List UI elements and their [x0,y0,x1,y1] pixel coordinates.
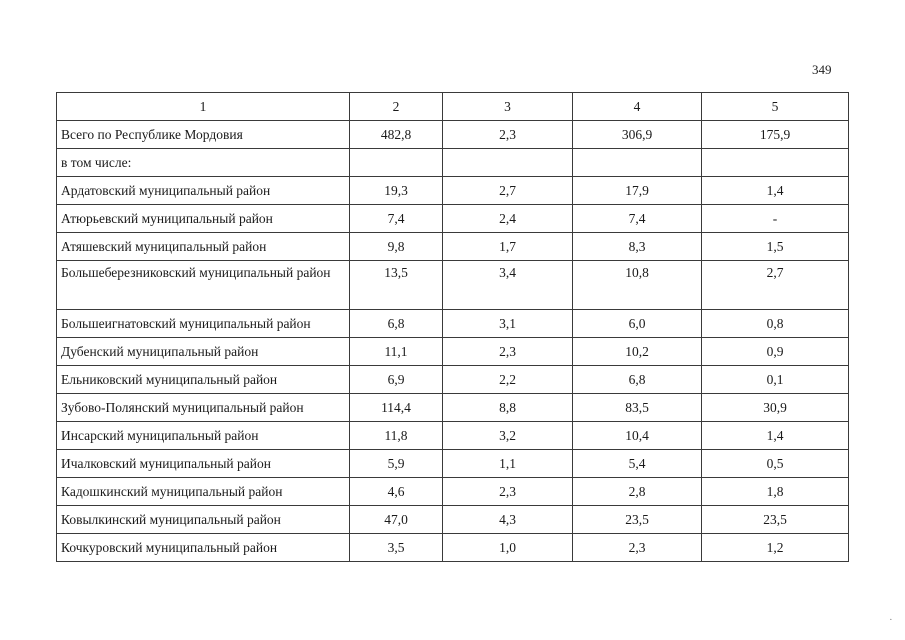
row-name-cell: Инсарский муниципальный район [57,422,350,450]
value-cell: - [702,205,849,233]
value-cell: 6,0 [573,310,702,338]
value-cell: 10,2 [573,338,702,366]
value-cell: 1,1 [443,450,573,478]
value-cell: 1,7 [443,233,573,261]
data-table [56,92,849,562]
value-cell: 2,7 [702,261,849,310]
value-cell: 2,3 [573,534,702,562]
edge-mark: · [889,614,893,626]
value-cell: 3,5 [350,534,443,562]
table-row [57,310,849,338]
row-name-cell: Зубово-Полянский муниципальный район [57,394,350,422]
value-cell: 7,4 [573,205,702,233]
value-cell: 17,9 [573,177,702,205]
row-name-cell: Атюрьевский муниципальный район [57,205,350,233]
value-cell: 10,4 [573,422,702,450]
value-cell [350,149,443,177]
row-name-cell: Ичалковский муниципальный район [57,450,350,478]
table-row [57,506,849,534]
value-cell: 23,5 [573,506,702,534]
value-cell: 0,8 [702,310,849,338]
table-row [57,233,849,261]
value-cell: 2,7 [443,177,573,205]
value-cell: 2,3 [443,478,573,506]
header-cell: 2 [350,93,443,121]
table-header-row [57,93,849,121]
value-cell: 1,4 [702,422,849,450]
table-row [57,177,849,205]
value-cell: 47,0 [350,506,443,534]
row-name-cell: Кадошкинский муниципальный район [57,478,350,506]
table-row [57,121,849,149]
table-row [57,534,849,562]
value-cell: 6,9 [350,366,443,394]
value-cell: 1,5 [702,233,849,261]
row-name-cell: Дубенский муниципальный район [57,338,350,366]
table-row [57,394,849,422]
table-row [57,422,849,450]
row-name-cell: в том числе: [57,149,350,177]
value-cell: 5,9 [350,450,443,478]
row-name-cell: Ковылкинский муниципальный район [57,506,350,534]
value-cell: 5,4 [573,450,702,478]
value-cell: 2,2 [443,366,573,394]
value-cell [702,149,849,177]
row-name-cell: Кочкуровский муниципальный район [57,534,350,562]
table-row [57,478,849,506]
value-cell: 1,2 [702,534,849,562]
value-cell: 114,4 [350,394,443,422]
value-cell: 7,4 [350,205,443,233]
header-cell: 1 [57,93,350,121]
value-cell: 4,3 [443,506,573,534]
page-number: 349 [812,62,832,77]
value-cell: 10,8 [573,261,702,310]
value-cell: 8,8 [443,394,573,422]
value-cell: 30,9 [702,394,849,422]
value-cell: 175,9 [702,121,849,149]
header-cell: 4 [573,93,702,121]
value-cell: 482,8 [350,121,443,149]
value-cell: 2,8 [573,478,702,506]
value-cell: 11,8 [350,422,443,450]
row-name-cell: Большеберезниковский муниципальный район [57,261,350,310]
value-cell: 3,4 [443,261,573,310]
value-cell: 2,4 [443,205,573,233]
value-cell: 6,8 [350,310,443,338]
value-cell: 0,5 [702,450,849,478]
value-cell: 0,9 [702,338,849,366]
row-name-cell: Атяшевский муниципальный район [57,233,350,261]
row-name-cell: Всего по Республике Мордовия [57,121,350,149]
value-cell: 8,3 [573,233,702,261]
header-cell: 5 [702,93,849,121]
value-cell: 1,8 [702,478,849,506]
value-cell: 306,9 [573,121,702,149]
value-cell: 9,8 [350,233,443,261]
row-name-cell: Большеигнатовский муниципальный район [57,310,350,338]
value-cell: 23,5 [702,506,849,534]
value-cell: 83,5 [573,394,702,422]
table-row [57,205,849,233]
value-cell: 3,1 [443,310,573,338]
value-cell: 0,1 [702,366,849,394]
value-cell: 4,6 [350,478,443,506]
table-row [57,149,849,177]
value-cell: 13,5 [350,261,443,310]
table-row [57,366,849,394]
row-name-cell: Ельниковский муниципальный район [57,366,350,394]
row-name-cell: Ардатовский муниципальный район [57,177,350,205]
value-cell: 1,0 [443,534,573,562]
header-cell: 3 [443,93,573,121]
table-row [57,338,849,366]
value-cell: 6,8 [573,366,702,394]
table-row [57,450,849,478]
value-cell: 19,3 [350,177,443,205]
value-cell [443,149,573,177]
value-cell: 2,3 [443,338,573,366]
value-cell: 11,1 [350,338,443,366]
value-cell: 1,4 [702,177,849,205]
value-cell: 3,2 [443,422,573,450]
table-row [57,261,849,310]
value-cell: 2,3 [443,121,573,149]
value-cell [573,149,702,177]
